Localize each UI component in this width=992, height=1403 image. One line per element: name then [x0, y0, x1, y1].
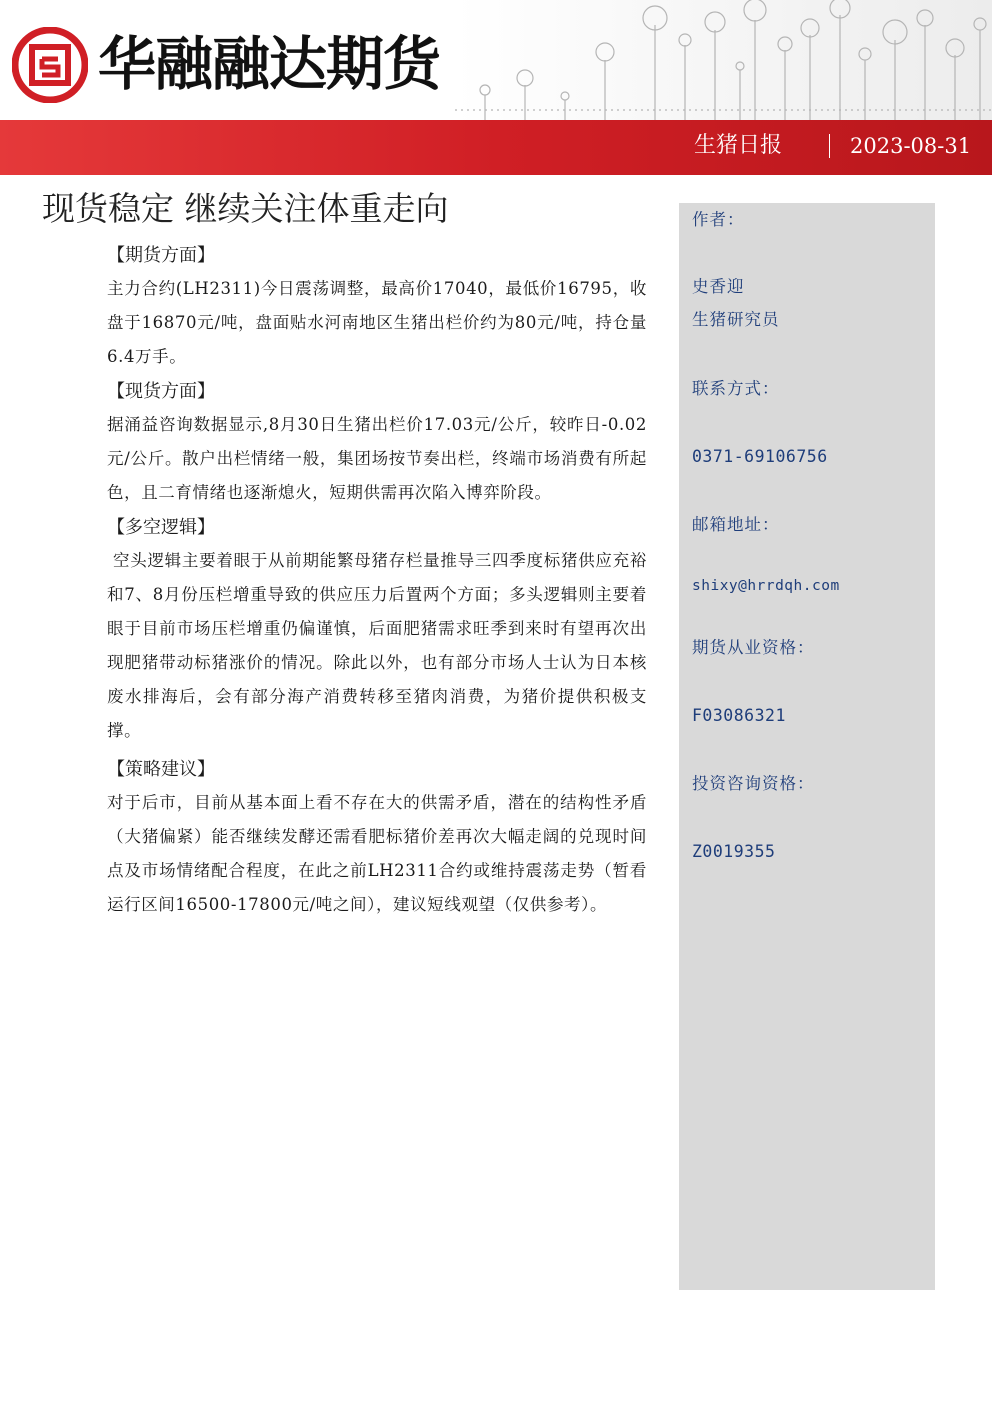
futures-qualification-label: 期货从业资格：: [692, 638, 815, 657]
section-paragraph: 对于后市，目前从基本面上看不存在大的供需矛盾，潜在的结构性矛盾（大猪偏紧）能否继续发酵还需看肥标猪价差再次大幅走阔的兑现时间点及市场情绪配合程度，在此之前LH2311合约或维持震荡走势（暂看运行区间16500-17800元/吨之间），建议短线观望（仅供参考）。: [107, 793, 647, 914]
consulting-qualification-label: 投资咨询资格：: [692, 774, 815, 793]
email-label: 邮箱地址：: [692, 515, 780, 534]
author-sidebar: [679, 203, 935, 1290]
header-band: [0, 120, 992, 175]
futures-qualification-number: F03086321: [692, 706, 786, 725]
author-name: 史香迎: [692, 277, 745, 296]
page-title: 现货稳定 继续关注体重走向: [42, 189, 449, 228]
report-date: 2023-08-31: [850, 134, 972, 158]
contact-label: 联系方式：: [692, 379, 780, 398]
section-strategy: [107, 754, 647, 922]
section-paragraph: 主力合约(LH2311)今日震荡调整，最高价17040，最低价16795，收盘于16870元/吨，盘面贴水河南地区生猪出栏价约为80元/吨，持仓量6.4万手。: [107, 279, 647, 366]
author-label: 作者：: [692, 210, 745, 229]
company-logo-icon: [12, 27, 88, 103]
company-name: 华融融达期货: [98, 30, 441, 98]
report-header: [0, 0, 992, 175]
phone-number: 0371-69106756: [692, 447, 828, 466]
header-divider: [829, 134, 830, 158]
report-type: 生猪日报: [694, 133, 783, 158]
consulting-qualification-number: Z0019355: [692, 842, 776, 861]
section-heading: 【现货方面】: [107, 381, 215, 402]
decorative-pattern: [455, 0, 992, 120]
report-body: [107, 240, 647, 924]
section-heading: 【多空逻辑】: [107, 517, 215, 538]
section-futures: [107, 240, 647, 374]
section-paragraph: 据涌益咨询数据显示,8月30日生猪出栏价17.03元/公斤，较昨日-0.02元/公斤。散户出栏情绪一般，集团场按节奏出栏，终端市场消费有所起色，且二育情绪也逐渐熄火，短期供需再次陷入博弈阶段。: [107, 415, 647, 502]
author-role: 生猪研究员: [692, 310, 780, 329]
section-heading: 【策略建议】: [107, 759, 215, 780]
section-spot: [107, 376, 647, 510]
section-heading: 【期货方面】: [107, 245, 215, 266]
section-paragraph: 空头逻辑主要着眼于从前期能繁母猪存栏量推导三四季度标猪供应充裕和7、8月份压栏增重导致的供应压力后置两个方面；多头逻辑则主要着眼于目前市场压栏增重仍偏谨慎，后面肥猪需求旺季到来时有望再次出现肥猪带动标猪涨价的情况。除此以外，也有部分市场人士认为日本核废水排海后，会有部分海产消费转移至猪肉消费，为猪价提供积极支撑。: [107, 551, 647, 740]
email-address[interactable]: shixy@hrrdqh.com: [692, 578, 840, 594]
section-long-short-logic: [107, 512, 647, 748]
